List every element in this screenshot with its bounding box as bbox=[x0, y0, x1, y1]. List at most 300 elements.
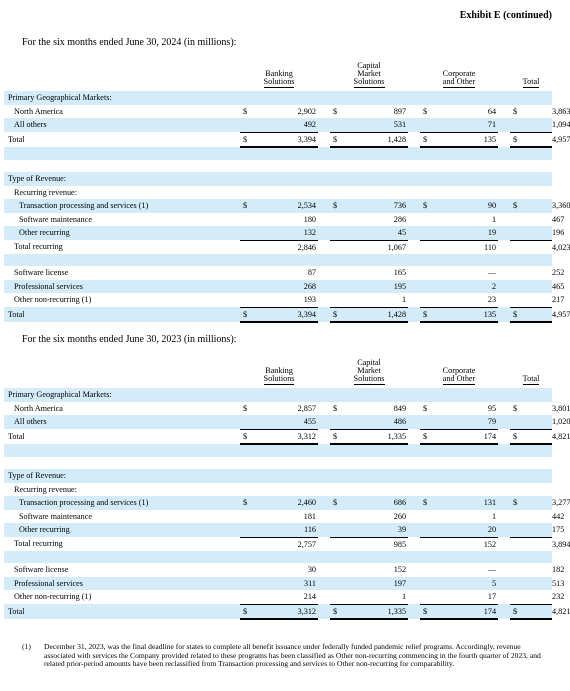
cell-gap bbox=[408, 147, 420, 160]
cell-gap bbox=[498, 186, 510, 200]
column-header-label bbox=[523, 375, 540, 385]
value-cell bbox=[372, 160, 408, 172]
dollar-sign bbox=[510, 213, 552, 227]
cell-gap bbox=[318, 590, 330, 604]
column-header-label bbox=[354, 62, 385, 88]
table-row: Total $ 3,312 $ 1,335 $ 174 $ 4,821 bbox=[4, 604, 552, 619]
row-label: Type of Revenue: bbox=[4, 469, 240, 483]
value-cell: 492 bbox=[282, 118, 318, 132]
dollar-sign bbox=[510, 91, 552, 105]
value-cell: 2,460 bbox=[282, 496, 318, 510]
cell-gap bbox=[318, 186, 330, 200]
row-label bbox=[4, 147, 240, 160]
cell-gap bbox=[408, 577, 420, 591]
cell-gap bbox=[408, 213, 420, 227]
row-label: Software maintenance bbox=[19, 214, 92, 224]
cell-gap bbox=[318, 105, 330, 119]
dollar-sign: $ bbox=[330, 496, 372, 510]
dollar-sign bbox=[330, 483, 372, 497]
cell-gap bbox=[498, 147, 510, 160]
header-spacer bbox=[4, 62, 240, 91]
value-cell: — bbox=[487, 268, 497, 277]
value-cell: 152 bbox=[393, 565, 407, 574]
dollar-sign bbox=[240, 590, 282, 604]
dollar-sign bbox=[420, 254, 462, 266]
dollar-sign bbox=[510, 563, 552, 577]
dollar-sign: $ bbox=[510, 132, 552, 147]
cell-gap bbox=[498, 293, 510, 307]
dollar-sign bbox=[510, 226, 552, 240]
cell-gap bbox=[318, 91, 330, 105]
column-header-line: Corporate bbox=[442, 366, 476, 375]
table-row: Other non-recurring (1) 193 1 23 217 bbox=[4, 293, 552, 307]
value-cell: 71 bbox=[462, 118, 498, 132]
cell-gap bbox=[318, 293, 330, 307]
value-cell: 95 bbox=[487, 403, 497, 413]
column-header-label bbox=[443, 367, 476, 385]
value-cell bbox=[282, 160, 318, 172]
dollar-sign bbox=[420, 563, 462, 577]
column-header-corporate bbox=[420, 359, 498, 388]
value-cell: 1 bbox=[491, 214, 497, 224]
value-cell bbox=[282, 457, 318, 469]
cell-gap bbox=[318, 280, 330, 294]
value-cell bbox=[372, 551, 408, 563]
cell-gap bbox=[498, 444, 510, 457]
cell-gap bbox=[408, 402, 420, 416]
table-row bbox=[4, 91, 552, 105]
row-label: Total recurring bbox=[14, 242, 63, 252]
row-label: Software license bbox=[14, 268, 69, 277]
value-cell: 486 bbox=[372, 415, 408, 429]
cell-gap bbox=[408, 457, 420, 469]
dollar-sign bbox=[330, 469, 372, 483]
dollar-sign bbox=[240, 483, 282, 497]
dollar-sign bbox=[420, 577, 462, 591]
column-header-row bbox=[4, 359, 552, 388]
value-cell: 985 bbox=[393, 539, 407, 549]
column-header-line: Solutions bbox=[263, 77, 295, 86]
table-row: Transaction processing and services (1) $ 2,460 $ 686 $ 131 $ 3,277 bbox=[4, 496, 552, 510]
table-row: Transaction processing and services (1) $ 2,534 $ 736 $ 90 $ 3,360 bbox=[4, 199, 552, 213]
value-cell: 17 bbox=[462, 590, 498, 604]
table-row: All others 455 486 79 1,020 bbox=[4, 415, 552, 429]
cell-gap bbox=[498, 590, 510, 604]
column-header-line: Banking bbox=[265, 69, 293, 78]
dollar-sign: $ bbox=[240, 307, 282, 322]
dollar-sign bbox=[330, 280, 372, 294]
dollar-sign bbox=[330, 590, 372, 604]
value-cell: 152 bbox=[483, 539, 497, 549]
column-header-line: Solutions bbox=[353, 77, 385, 86]
cell-gap bbox=[408, 444, 420, 457]
value-cell bbox=[282, 172, 318, 186]
cell-gap bbox=[408, 293, 420, 307]
row-label: Type of Revenue: bbox=[4, 172, 240, 186]
column-header-total bbox=[510, 62, 552, 91]
dollar-sign bbox=[330, 457, 372, 469]
value-cell: 3,312 bbox=[282, 429, 318, 444]
dollar-sign bbox=[240, 563, 282, 577]
period-title-2024: For the six months ended June 30, 2024 (in millions): bbox=[22, 37, 237, 48]
dollar-sign bbox=[330, 388, 372, 402]
cell-gap bbox=[408, 415, 420, 429]
dollar-sign bbox=[330, 444, 372, 457]
value-cell: 3,312 bbox=[282, 604, 318, 619]
cell-gap bbox=[318, 199, 330, 213]
cell-gap bbox=[408, 496, 420, 510]
value-cell: 174 bbox=[462, 604, 498, 619]
cell-gap bbox=[498, 457, 510, 469]
dollar-sign bbox=[240, 226, 282, 240]
value-cell bbox=[462, 444, 498, 457]
value-cell bbox=[282, 388, 318, 402]
cell-gap bbox=[498, 496, 510, 510]
value-cell: 268 bbox=[282, 280, 318, 294]
dollar-sign: $ bbox=[330, 307, 372, 322]
column-header-line: Capital bbox=[357, 61, 381, 70]
value-cell: 174 bbox=[462, 429, 498, 444]
dollar-sign bbox=[510, 523, 552, 537]
value-cell bbox=[372, 483, 408, 497]
dollar-sign bbox=[330, 172, 372, 186]
cell-gap bbox=[318, 551, 330, 563]
value-cell: 5 bbox=[462, 577, 498, 591]
dollar-sign bbox=[420, 469, 462, 483]
table-row: Total recurring 2,846 1,067 110 4,023 bbox=[4, 240, 552, 254]
dollar-sign bbox=[330, 118, 372, 132]
cell-gap bbox=[408, 254, 420, 266]
value-cell: 116 bbox=[282, 523, 318, 537]
header-gap bbox=[318, 62, 330, 91]
column-header-label bbox=[264, 70, 295, 88]
header-gap bbox=[408, 62, 420, 91]
table-row: Total recurring 2,757 985 152 3,894 bbox=[4, 537, 552, 551]
value-cell bbox=[462, 91, 498, 105]
row-label: Primary Geographical Markets: bbox=[4, 91, 240, 105]
cell-gap bbox=[408, 590, 420, 604]
cell-gap bbox=[408, 186, 420, 200]
cell-gap bbox=[318, 118, 330, 132]
table-row: Software maintenance 180 286 1 467 bbox=[4, 213, 552, 227]
dollar-sign: $ bbox=[420, 429, 462, 444]
footnote bbox=[22, 643, 552, 669]
value-cell: 30 bbox=[307, 565, 317, 574]
value-cell: 286 bbox=[393, 214, 407, 224]
value-cell: — bbox=[487, 565, 497, 574]
row-label: Recurring revenue: bbox=[14, 187, 77, 197]
column-header-label bbox=[354, 359, 385, 385]
cell-gap bbox=[318, 483, 330, 497]
dollar-sign bbox=[420, 118, 462, 132]
dollar-sign bbox=[330, 240, 372, 254]
value-cell bbox=[282, 91, 318, 105]
value-cell: 1,335 bbox=[372, 429, 408, 444]
dollar-sign bbox=[330, 266, 372, 280]
dollar-sign bbox=[420, 523, 462, 537]
column-header-banking bbox=[240, 359, 318, 388]
value-cell: 180 bbox=[303, 214, 317, 224]
cell-gap bbox=[498, 429, 510, 444]
column-header-banking bbox=[240, 62, 318, 91]
dollar-sign bbox=[510, 551, 552, 563]
header-gap bbox=[408, 359, 420, 388]
dollar-sign bbox=[240, 118, 282, 132]
row-label: Total bbox=[4, 307, 240, 322]
cell-gap bbox=[498, 172, 510, 186]
dollar-sign bbox=[330, 147, 372, 160]
column-header-line: Total bbox=[522, 374, 540, 383]
dollar-sign bbox=[510, 483, 552, 497]
header-gap bbox=[498, 62, 510, 91]
cell-gap bbox=[408, 429, 420, 444]
dollar-sign bbox=[330, 415, 372, 429]
table-row: Software license 30 152 — 182 bbox=[4, 563, 552, 577]
cell-gap bbox=[498, 160, 510, 172]
footnote-text: December 31, 2023, was the final deadline for states to complete all benefit issuance under federally funded pandemic relief programs. Accordingly, revenue associated with services the Company provided related to these programs has been classified as Other non-recurring commencing in the fourth quarter of 2023, and related prior-period amounts have been reclassified from Transaction processing and services to Other non-recurring for comparability. bbox=[44, 642, 541, 669]
table-row: North America $ 2,902 $ 897 $ 64 $ 3,863 bbox=[4, 105, 552, 119]
cell-gap bbox=[498, 280, 510, 294]
dollar-sign bbox=[240, 266, 282, 280]
value-cell: 1 bbox=[372, 293, 408, 307]
table-row bbox=[4, 388, 552, 402]
cell-gap bbox=[318, 604, 330, 619]
value-cell bbox=[462, 388, 498, 402]
dollar-sign bbox=[240, 510, 282, 524]
header-gap bbox=[318, 359, 330, 388]
value-cell: 3,394 bbox=[282, 132, 318, 147]
dollar-sign: $ bbox=[330, 429, 372, 444]
row-label: Other non-recurring (1) bbox=[14, 295, 92, 305]
column-header-label bbox=[523, 78, 540, 88]
dollar-sign bbox=[420, 537, 462, 551]
value-cell bbox=[282, 147, 318, 160]
dollar-sign: $ bbox=[240, 604, 282, 619]
cell-gap bbox=[408, 266, 420, 280]
cell-gap bbox=[318, 469, 330, 483]
table-row bbox=[4, 469, 552, 483]
cell-gap bbox=[498, 254, 510, 266]
table-row: Other non-recurring (1) 214 1 17 232 bbox=[4, 590, 552, 604]
table-row bbox=[4, 172, 552, 186]
cell-gap bbox=[408, 160, 420, 172]
cell-gap bbox=[318, 240, 330, 254]
value-cell: 110 bbox=[484, 242, 497, 252]
dollar-sign bbox=[420, 91, 462, 105]
value-cell: 3,394 bbox=[282, 307, 318, 322]
row-label: North America bbox=[14, 403, 63, 413]
dollar-sign: $ bbox=[420, 307, 462, 322]
value-cell bbox=[462, 469, 498, 483]
column-header-label bbox=[443, 70, 476, 88]
dollar-sign bbox=[330, 226, 372, 240]
dollar-sign bbox=[420, 160, 462, 172]
dollar-sign bbox=[510, 118, 552, 132]
column-header-label bbox=[264, 367, 295, 385]
dollar-sign bbox=[240, 160, 282, 172]
value-cell: 79 bbox=[462, 415, 498, 429]
value-cell: 2,902 bbox=[297, 106, 317, 116]
value-cell bbox=[462, 457, 498, 469]
value-cell bbox=[372, 388, 408, 402]
dollar-sign bbox=[420, 280, 462, 294]
cell-gap bbox=[408, 226, 420, 240]
value-cell bbox=[462, 254, 498, 266]
cell-gap bbox=[318, 563, 330, 577]
cell-gap bbox=[408, 510, 420, 524]
value-cell bbox=[462, 172, 498, 186]
dollar-sign: $ bbox=[240, 429, 282, 444]
cell-gap bbox=[408, 132, 420, 147]
dollar-sign bbox=[420, 551, 462, 563]
table-row: Other recurring 132 45 19 196 bbox=[4, 226, 552, 240]
cell-gap bbox=[498, 240, 510, 254]
value-cell: 1 bbox=[372, 590, 408, 604]
value-cell: 23 bbox=[462, 293, 498, 307]
value-cell: 135 bbox=[462, 307, 498, 322]
dollar-sign: $ bbox=[330, 199, 372, 213]
value-cell: 214 bbox=[282, 590, 318, 604]
cell-gap bbox=[318, 457, 330, 469]
cell-gap bbox=[498, 105, 510, 119]
value-cell bbox=[372, 457, 408, 469]
cell-gap bbox=[498, 577, 510, 591]
dollar-sign bbox=[420, 186, 462, 200]
cell-gap bbox=[318, 496, 330, 510]
cell-gap bbox=[408, 551, 420, 563]
dollar-sign bbox=[330, 186, 372, 200]
cell-gap bbox=[408, 388, 420, 402]
row-label: All others bbox=[4, 415, 240, 429]
revenue-table-2024 bbox=[4, 61, 570, 323]
dollar-sign bbox=[330, 254, 372, 266]
cell-gap bbox=[408, 172, 420, 186]
dollar-sign bbox=[240, 537, 282, 551]
value-cell: 849 bbox=[393, 403, 407, 413]
value-cell: 45 bbox=[372, 226, 408, 240]
dollar-sign: $ bbox=[510, 199, 552, 213]
dollar-sign bbox=[510, 537, 552, 551]
value-cell bbox=[282, 469, 318, 483]
column-header-line: Corporate bbox=[442, 69, 476, 78]
table-row bbox=[4, 160, 552, 172]
dollar-sign bbox=[330, 510, 372, 524]
dollar-sign bbox=[240, 213, 282, 227]
dollar-sign bbox=[330, 563, 372, 577]
table-row bbox=[4, 186, 552, 200]
value-cell bbox=[372, 147, 408, 160]
table-row: Professional services 268 195 2 465 bbox=[4, 280, 552, 294]
value-cell: 64 bbox=[487, 106, 497, 116]
cell-gap bbox=[318, 402, 330, 416]
dollar-sign bbox=[420, 483, 462, 497]
dollar-sign: $ bbox=[510, 496, 552, 510]
table-row bbox=[4, 483, 552, 497]
value-cell bbox=[372, 172, 408, 186]
dollar-sign: $ bbox=[330, 604, 372, 619]
value-cell bbox=[372, 186, 408, 200]
cell-gap bbox=[498, 266, 510, 280]
cell-gap bbox=[498, 307, 510, 322]
cell-gap bbox=[318, 429, 330, 444]
value-cell: 1 bbox=[491, 511, 497, 521]
dollar-sign bbox=[240, 172, 282, 186]
cell-gap bbox=[318, 266, 330, 280]
row-label bbox=[4, 551, 240, 563]
dollar-sign: $ bbox=[330, 132, 372, 147]
cell-gap bbox=[408, 307, 420, 322]
cell-gap bbox=[498, 118, 510, 132]
column-header-line: and Other bbox=[442, 374, 476, 383]
dollar-sign: $ bbox=[423, 106, 428, 116]
value-cell bbox=[372, 254, 408, 266]
row-label: Software maintenance bbox=[19, 511, 92, 521]
cell-gap bbox=[498, 551, 510, 563]
cell-gap bbox=[408, 91, 420, 105]
cell-gap bbox=[498, 132, 510, 147]
dollar-sign bbox=[240, 469, 282, 483]
row-label: Software license bbox=[14, 565, 69, 574]
table-row: Total $ 3,394 $ 1,428 $ 135 $ 4,957 bbox=[4, 132, 552, 147]
value-cell bbox=[282, 254, 318, 266]
value-cell: 39 bbox=[372, 523, 408, 537]
dollar-sign bbox=[240, 240, 282, 254]
value-cell: 455 bbox=[282, 415, 318, 429]
cell-gap bbox=[498, 537, 510, 551]
cell-gap bbox=[498, 563, 510, 577]
value-cell: 165 bbox=[393, 268, 407, 277]
dollar-sign bbox=[510, 388, 552, 402]
cell-gap bbox=[318, 577, 330, 591]
dollar-sign bbox=[420, 590, 462, 604]
dollar-sign bbox=[420, 293, 462, 307]
dollar-sign: $ bbox=[510, 604, 552, 619]
value-cell: 195 bbox=[372, 280, 408, 294]
cell-gap bbox=[318, 160, 330, 172]
cell-gap bbox=[498, 226, 510, 240]
row-label: Professional services bbox=[4, 577, 240, 591]
dollar-sign bbox=[330, 577, 372, 591]
value-cell: 20 bbox=[462, 523, 498, 537]
value-cell bbox=[462, 160, 498, 172]
table-row bbox=[4, 444, 552, 457]
row-label: Total bbox=[8, 431, 25, 441]
dollar-sign bbox=[240, 457, 282, 469]
dollar-sign: $ bbox=[240, 496, 282, 510]
cell-gap bbox=[318, 147, 330, 160]
value-cell: 2,857 bbox=[297, 403, 317, 413]
cell-gap bbox=[318, 388, 330, 402]
row-label: All others bbox=[4, 118, 240, 132]
value-cell bbox=[282, 444, 318, 457]
value-cell bbox=[462, 551, 498, 563]
dollar-sign: $ bbox=[420, 199, 462, 213]
value-cell: 1,428 bbox=[372, 132, 408, 147]
cell-gap bbox=[408, 483, 420, 497]
dollar-sign bbox=[330, 293, 372, 307]
value-cell: 2,534 bbox=[282, 199, 318, 213]
value-cell: 131 bbox=[462, 496, 498, 510]
column-header-capital bbox=[330, 62, 408, 91]
column-header-line: Total bbox=[522, 77, 540, 86]
table-row: Other recurring 116 39 20 175 bbox=[4, 523, 552, 537]
value-cell: 531 bbox=[372, 118, 408, 132]
dollar-sign bbox=[420, 444, 462, 457]
cell-gap bbox=[318, 254, 330, 266]
dollar-sign: $ bbox=[513, 106, 518, 116]
cell-gap bbox=[318, 213, 330, 227]
value-cell: 736 bbox=[372, 199, 408, 213]
